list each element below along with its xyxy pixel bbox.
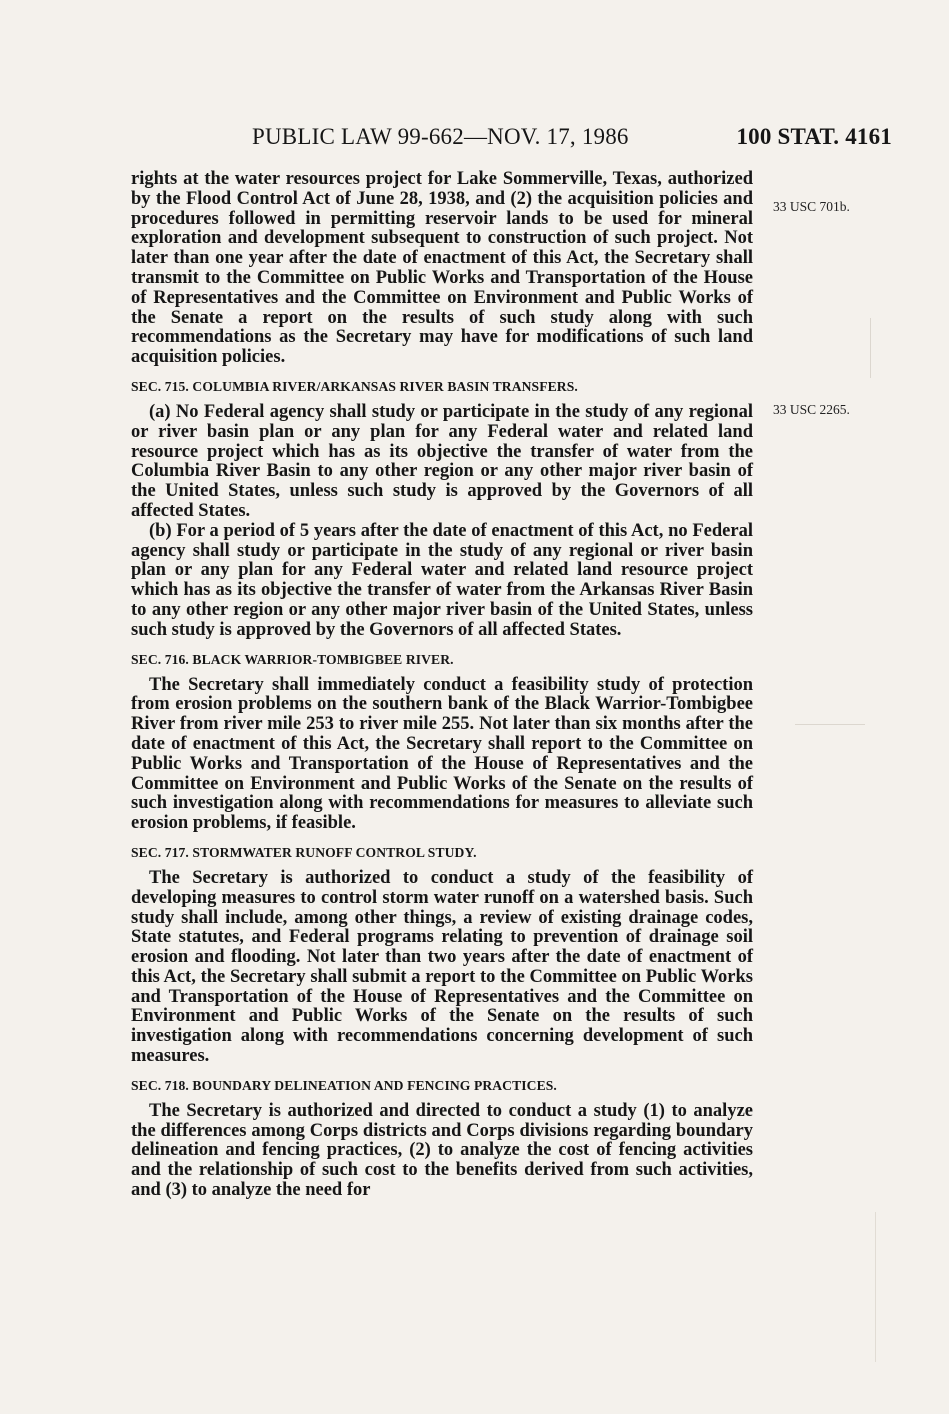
paragraph: (a) No Federal agency shall study or participate in the study of any regional or river basin plan or any plan for any Federal water and related land resource project which has as its objective the transfer of water from the Columbia River Basin to any other region or any other major river basin of the United States, unless such study is approved by the Governors of all affected States.	[131, 401, 753, 521]
paragraph: The Secretary is authorized to conduct a study of the feasibility of developing measures to control storm water runoff on a watershed basis. Such study shall include, among other things, a review of existing drainage codes, State statutes, and Federal programs relating to prevention of drainage soil erosion and flooding. Not later than two years after the date of enactment of this Act, the Secretary shall submit a report to the Committee on Public Works and Transportation of the House of Representatives and the Committee on Environment and Public Works of the Senate on the results of such investigation along with recommendations concerning development of such measures.	[131, 867, 753, 1067]
section-heading: SEC. 715. COLUMBIA RIVER/ARKANSAS RIVER BASIN TRANSFERS.	[131, 378, 578, 394]
reverse-side-shadow	[795, 712, 865, 725]
page-header	[252, 121, 892, 153]
reverse-side-shadow	[790, 318, 871, 378]
paragraph: (b) For a period of 5 years after the date of enactment of this Act, no Federal agency shall study or participate in the study of any regional or river basin plan or any plan for any Federal water and related land resource project which has as its objective the transfer of water from the Arkansas River Basin to any other region or any other major river basin of the United States, unless such study is approved by the Governors of all affected States.	[131, 520, 753, 640]
section-heading: SEC. 717. STORMWATER RUNOFF CONTROL STUDY.	[131, 844, 477, 860]
margin-note-usc: 33 USC 2265.	[773, 402, 850, 417]
paragraph: The Secretary is authorized and directed to conduct a study (1) to analyze the differences among Corps districts and Corps divisions regarding boundary delineation and fencing practices, (2) to analyze the cost of fencing activities and the relationship of such cost to the benefits derived from such activities, and (3) to analyze the need for	[131, 1100, 753, 1201]
section-heading: SEC. 718. BOUNDARY DELINEATION AND FENCING PRACTICES.	[131, 1077, 557, 1093]
section-heading: SEC. 716. BLACK WARRIOR-TOMBIGBEE RIVER.	[131, 651, 454, 667]
reverse-side-shadow	[815, 1212, 876, 1362]
public-law-citation: PUBLIC LAW 99-662—NOV. 17, 1986	[252, 124, 629, 149]
margin-note-usc: 33 USC 701b.	[773, 199, 850, 214]
paragraph: rights at the water resources project for Lake Sommerville, Texas, authorized by the Flood Control Act of June 28, 1938, and (2) the acquisition policies and procedures followed in permitting reservoir lands to be used for mineral exploration and development subsequent to construction of such project. Not later than one year after the date of enactment of this Act, the Secretary shall transmit to the Committee on Public Works and Transportation of the House of Representatives and the Committee on Environment and Public Works of the Senate a report on the results of such study along with such recommendations as the Secretary may have for modifications of such land acquisition policies.	[131, 169, 753, 368]
body-text	[131, 170, 753, 1201]
paragraph: The Secretary shall immediately conduct a feasibility study of protection from erosion problems on the southern bank of the Black Warrior-Tombigbee River from river mile 253 to river mile 255. Not later than six months after the date of enactment of this Act, the Secretary shall report to the Committee on Public Works and Transportation of the House of Representatives and the Committee on Environment and Public Works of the Senate on the results of such investigation along with recommendations for measures to alleviate such erosion problems, if feasible.	[131, 674, 753, 834]
statute-page-number: 100 STAT. 4161	[736, 124, 892, 149]
